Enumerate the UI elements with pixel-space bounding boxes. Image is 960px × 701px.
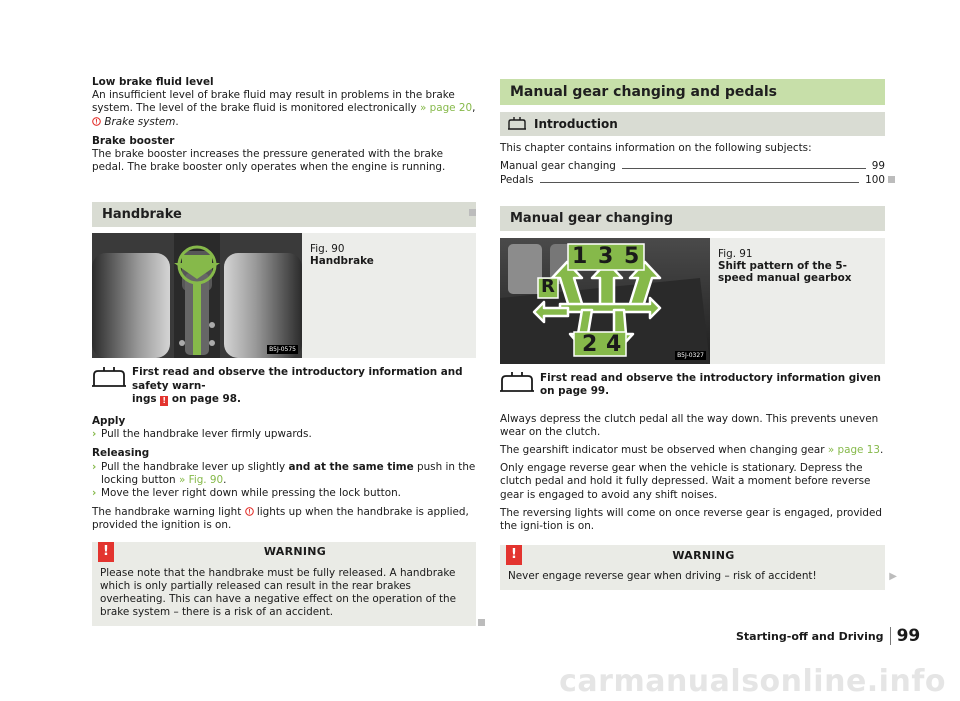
warning-mini-icon: ! <box>160 396 168 406</box>
arrow-right-icon: › <box>92 460 97 473</box>
warning-header <box>500 545 885 565</box>
brake-fluid-block <box>92 76 476 129</box>
paragraph-2 <box>500 444 885 457</box>
toc-leader <box>540 182 860 183</box>
gear-2: 2 <box>582 332 598 358</box>
svg-text:!: ! <box>247 509 251 516</box>
warning-title: WARNING <box>263 545 327 559</box>
figure-91 <box>500 238 885 364</box>
brake-booster-block <box>92 135 476 175</box>
toc <box>500 159 885 187</box>
page-13-link[interactable]: » page 13 <box>827 444 880 457</box>
figure-91-caption <box>710 238 876 364</box>
p2-text: The gearshift indicator must be observed when changing gear <box>500 444 825 457</box>
releasing-item-2 <box>92 487 476 500</box>
wl-b: lights up when the handbrake is applied, provided the ignition is on. <box>92 506 469 532</box>
apply-heading: Apply <box>92 415 126 428</box>
arrow-right-icon: › <box>92 428 97 441</box>
gear-shift-image <box>500 238 710 364</box>
paragraph-3: Only engage reverse gear when the vehicle is stationary. Depress the clutch pedal and hold it fully depressed. Wait a moment before reverse gear is engaged to avoid any shift noises. <box>500 462 871 501</box>
gear-r: R <box>541 276 555 298</box>
brake-fluid-heading: Low brake fluid level <box>92 76 214 88</box>
intro-text: This chapter contains information on the following subjects: <box>500 142 812 154</box>
rel-1-end: . <box>223 473 227 486</box>
fig-label: Fig. 91 <box>718 248 753 261</box>
fig-90-link[interactable]: » Fig. 90 <box>178 473 224 486</box>
sep: , <box>472 102 476 115</box>
toc-label: Pedals <box>500 174 534 187</box>
gear-5: 5 <box>624 244 640 270</box>
intro-title: Introduction <box>534 117 618 131</box>
chapter-title: Manual gear changing and pedals <box>500 79 885 105</box>
figure-90 <box>92 233 476 358</box>
paragraph-1: Always depress the clutch pedal all the way down. This prevents uneven wear on the clutch. <box>500 412 879 438</box>
figure-90-caption <box>302 233 382 358</box>
warning-title: WARNING <box>672 548 735 562</box>
releasing-heading: Releasing <box>92 447 150 460</box>
handbrake-title: Handbrake <box>92 202 476 227</box>
toc-row[interactable] <box>500 159 885 173</box>
apply-item-text: Pull the handbrake lever firmly upwards. <box>101 428 312 441</box>
brake-warning-light-icon <box>245 507 254 516</box>
wl-a: The handbrake warning light <box>92 506 242 519</box>
left-column <box>92 76 476 626</box>
paragraph-4: The reversing lights will come on once reverse gear is engaged, provided the igni-tion is on. <box>500 506 882 533</box>
rel-2: Move the lever right down while pressing the lock button. <box>101 487 401 500</box>
footer-section: Starting-off and Driving <box>736 629 884 643</box>
rel-1a: Pull the handbrake lever up slightly <box>101 460 286 473</box>
handbrake-warning <box>92 542 476 627</box>
book-icon <box>508 117 526 131</box>
brake-booster-heading: Brake booster <box>92 134 175 147</box>
fig-title: Shift pattern of the 5-speed manual gearbox <box>718 260 852 285</box>
note-text: First read and observe the introductory information given on page 99. <box>540 372 881 398</box>
note-line-1: First read and observe the introductory information and safety warn- <box>132 366 463 392</box>
reverse-warning <box>500 545 897 590</box>
gear-3: 3 <box>598 244 614 270</box>
toc-row[interactable] <box>500 173 885 187</box>
rel-1b: and at the same time <box>288 460 414 473</box>
toc-leader <box>622 168 866 169</box>
handbrake-image <box>92 233 302 358</box>
image-code: B5J-0327 <box>677 352 704 360</box>
image-code: B5J-0575 <box>269 346 296 354</box>
arrow-right-icon: › <box>92 487 97 500</box>
warning-icon: ! <box>98 542 114 562</box>
warning-text: Please note that the handbrake must be fully released. A handbrake which is only partially released can result in the rear brakes overheating. This can have a negative effect on the operation of the brake system – there is a risk of an accident. <box>92 562 476 627</box>
gear-1: 1 <box>572 244 588 270</box>
warning-icon: ! <box>506 545 522 565</box>
page-footer <box>736 626 920 646</box>
releasing-block <box>92 447 476 500</box>
warning-header <box>92 542 476 562</box>
book-icon <box>92 367 126 389</box>
handbrake-illustration <box>92 233 302 358</box>
page-20-link[interactable]: » page 20 <box>419 102 473 115</box>
brake-warning-icon <box>92 117 101 126</box>
watermark: carmanualsonline.info <box>559 664 946 699</box>
warning-light-text <box>92 506 476 532</box>
p2-end: . <box>879 444 884 457</box>
right-column <box>500 79 897 590</box>
period: . <box>175 115 179 128</box>
section-end-mark <box>888 176 895 183</box>
gear-4: 4 <box>606 332 622 358</box>
section-end-mark <box>469 209 476 216</box>
brake-system-link[interactable]: Brake system <box>104 115 176 128</box>
manual-gear-changing-title: Manual gear changing <box>500 206 885 231</box>
page-number: 99 <box>896 626 921 646</box>
continue-arrow-icon: ▶ <box>889 571 897 583</box>
note-line-2a: ings <box>132 392 157 405</box>
section-end-mark <box>478 619 485 626</box>
note-line-2b: on page 98. <box>171 392 241 405</box>
toc-label: Manual gear changing <box>500 160 616 173</box>
brake-fluid-text: An insufficient level of brake fluid may result in problems in the brake system. The level of the brake fluid is monitored electronically <box>92 89 455 115</box>
rel-1c: push in the locking button <box>101 460 476 486</box>
fig-label: Fig. 90 <box>310 243 345 256</box>
warning-text: Never engage reverse gear when driving – risk of accident! <box>500 565 885 590</box>
intro-note <box>500 372 885 398</box>
svg-text:!: ! <box>95 119 98 126</box>
footer-divider <box>890 627 891 645</box>
fig-title: Handbrake <box>310 255 374 268</box>
toc-page: 100 <box>865 174 885 187</box>
apply-block <box>92 415 476 441</box>
introduction-bar <box>500 112 885 136</box>
book-icon <box>500 372 534 394</box>
releasing-item-1 <box>92 461 476 487</box>
apply-item <box>92 428 476 441</box>
brake-booster-text: The brake booster increases the pressure generated with the brake pedal. The brake booster only operates when the engine is running. <box>92 148 446 174</box>
intro-note <box>92 366 476 406</box>
toc-page: 99 <box>871 160 885 173</box>
